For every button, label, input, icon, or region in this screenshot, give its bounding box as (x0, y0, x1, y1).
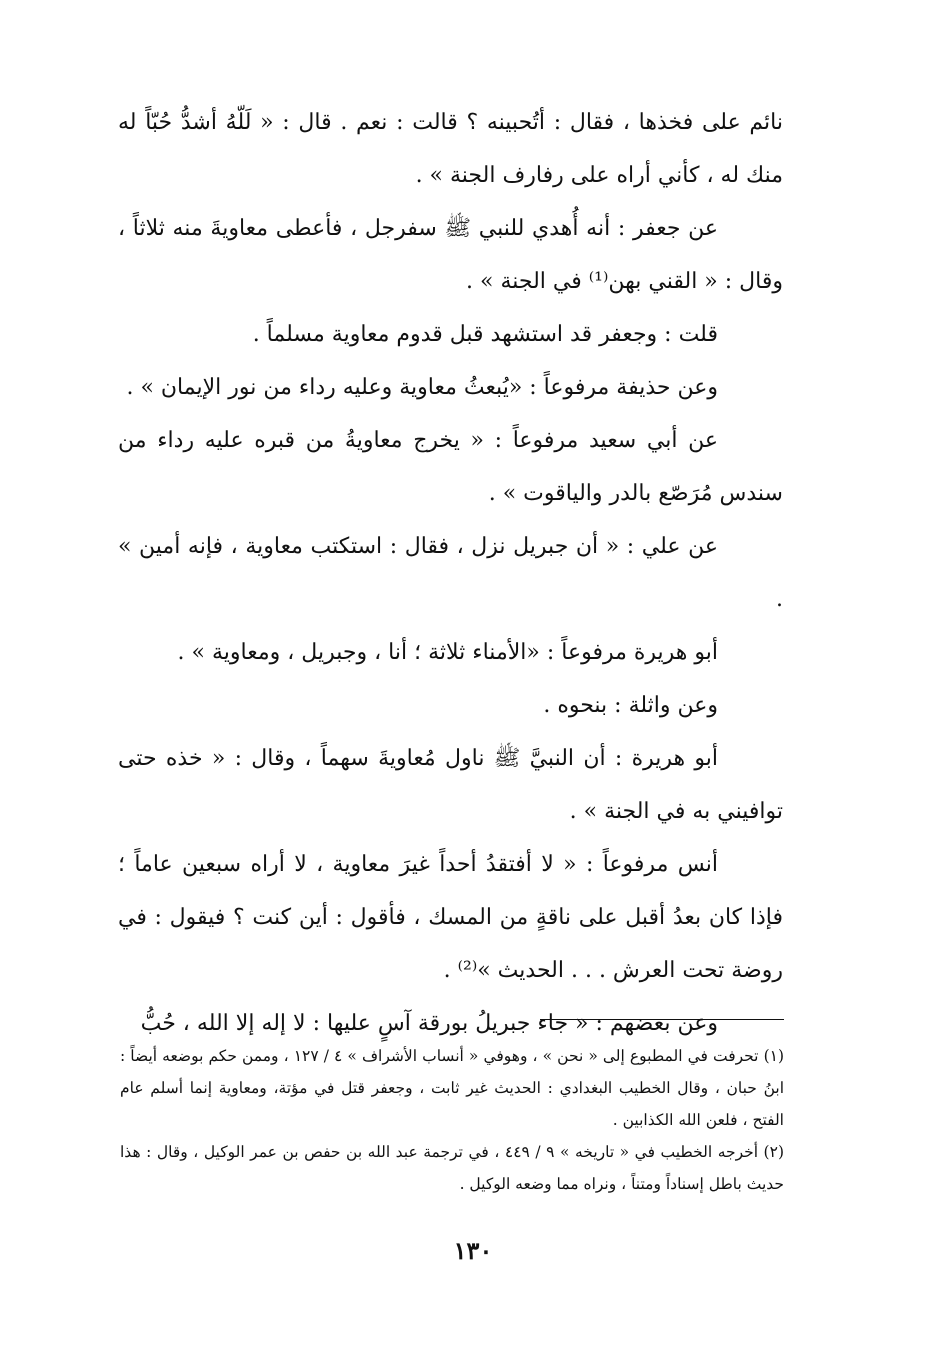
paragraph: عن أبي سعيد مرفوعاً : « يخرج معاويةُ من قبره عليه رداء من سندس مُرَصّع بالدر والياقوت » . (118, 428, 783, 506)
footnote-1: (١) تحرفت في المطبوع إلى « نحن » ، وهوفي « أنساب الأشراف » ٤ / ١٢٧ ، وممن حكم بوضعه أيضاً : ابنُ حبان ، وقال الخطيب البغدادي : الحديث غير ثابت ، وجعفر قتل في مؤتة، ومعاوية إنما أسلم عام الفتح ، فلعن الله الكذابين . (120, 1047, 785, 1129)
paragraph: عن علي : « أن جبريل نزل ، فقال : استكتب معاوية ، فإنه أمين » . (118, 534, 783, 612)
paragraph: وعن حذيفة مرفوعاً : «يُبعثُ معاوية وعليه رداء من نور الإيمان » . (126, 375, 718, 400)
paragraph: أبو هريرة : أن النبيَّ ﷺ ناول مُعاويةَ سهماً ، وقال : « خذه حتى توافيني به في الجنة » . (118, 746, 783, 824)
main-text (118, 96, 783, 1050)
paragraph: نائم على فخذها ، فقال : أتُحبينه ؟ قالت : نعم . قال : « لَلّهُ أشدُّ حُبّاً له منك له ، كأني أراه على رفارف الجنة » . (118, 110, 783, 188)
paragraph: أبو هريرة مرفوعاً : «الأمناء ثلاثة ؛ أنا ، وجبريل ، ومعاوية » . (177, 640, 718, 665)
page-number: ١٣٠ (453, 1236, 493, 1265)
paragraph: عن جعفر : أنه أُهدي للنبي ﷺ سفرجل ، فأعطى معاويةَ منه ثلاثاً ، وقال : « القني بهن⁽¹⁾ في الجنة » . (118, 216, 783, 294)
paragraph: أنس مرفوعاً : « لا أفتقدُ أحداً غيرَ معاوية ، لا أراه سبعين عاماً ؛ فإذا كان بعدُ أقبل على ناقةٍ من المسك ، فأقول : أين كنت ؟ فيقول : في روضة تحت العرش . . . الحديث »⁽²⁾ . (118, 852, 783, 983)
paragraph: وعن واثلة : بنحوه . (543, 693, 718, 718)
paragraph: قلت : وجعفر قد استشهد قبل قدوم معاوية مسلماً . (252, 322, 718, 347)
footnote-2: (٢) أخرجه الخطيب في « تاريخه » ٩ / ٤٤٩ ، في ترجمة عبد الله بن حفص بن عمر الوكيل ، وقال : هذا حديث باطل إسناداً ومتناً ، ونراه مما وضعه الوكيل . (120, 1143, 784, 1193)
paragraph: وعن بعضهم : « جاء جبريلُ بورقة آسٍ عليها : لا إله إلا الله ، حُبُّ (140, 1011, 718, 1036)
footnote-divider (540, 1019, 784, 1020)
footnotes (120, 1040, 784, 1200)
